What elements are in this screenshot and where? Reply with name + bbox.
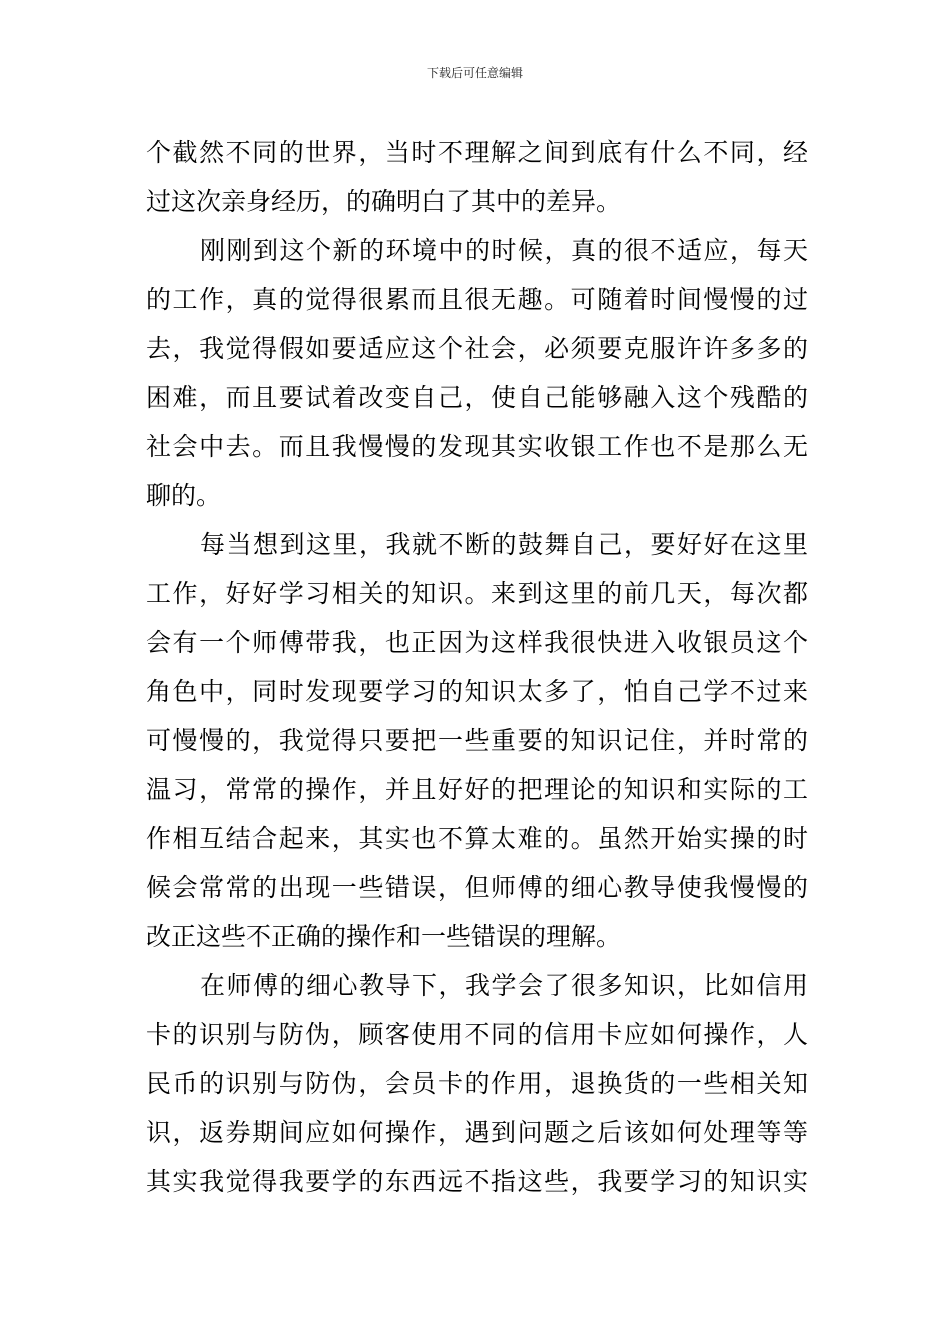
page-header: 下载后可任意编辑 — [426, 66, 523, 80]
text-line: 温习，常常的操作，并且好好的把理论的知识和实际的工 — [146, 775, 808, 804]
text-line: 困难，而且要试着改变自己，使自己能够融入这个残酷的 — [146, 383, 808, 412]
text-line: 社会中去。而且我慢慢的发现其实收银工作也不是那么无 — [146, 432, 808, 461]
text-line: 会有一个师傅带我，也正因为这样我很快进入收银员这个 — [146, 628, 808, 657]
text-line: 改正这些不正确的操作和一些错误的理解。 — [146, 922, 622, 951]
text-line: 其实我觉得我要学的东西远不指这些，我要学习的知识实 — [146, 1167, 808, 1196]
text-line: 民币的识别与防伪，会员卡的作用，退换货的一些相关知 — [146, 1069, 808, 1098]
text-line: 刚刚到这个新的环境中的时候，真的很不适应，每天 — [200, 236, 808, 265]
text-line: 工作，好好学习相关的知识。来到这里的前几天，每次都 — [146, 579, 808, 608]
text-line: 过这次亲身经历，的确明白了其中的差异。 — [146, 187, 622, 216]
paragraph — [146, 226, 808, 520]
text-line: 去，我觉得假如要适应这个社会，必须要克服许许多多的 — [146, 334, 808, 363]
text-line: 可慢慢的，我觉得只要把一些重要的知识记住，并时常的 — [146, 726, 808, 755]
text-line: 在师傅的细心教导下，我学会了很多知识，比如信用 — [200, 971, 808, 1000]
text-line: 个截然不同的世界，当时不理解之间到底有什么不同，经 — [146, 138, 808, 167]
text-line: 候会常常的出现一些错误，但师傅的细心教导使我慢慢的 — [146, 873, 808, 902]
text-line: 作相互结合起来，其实也不算太难的。虽然开始实操的时 — [146, 824, 808, 853]
text-line: 角色中，同时发现要学习的知识太多了，怕自己学不过来 — [146, 677, 808, 706]
paragraph — [146, 520, 808, 961]
text-line: 卡的识别与防伪，顾客使用不同的信用卡应如何操作，人 — [146, 1020, 808, 1049]
paragraph — [146, 128, 808, 226]
text-line: 的工作，真的觉得很累而且很无趣。可随着时间慢慢的过 — [146, 285, 808, 314]
body-text — [146, 128, 808, 1206]
text-line: 聊的。 — [146, 481, 222, 510]
text-line: 识，返券期间应如何操作，遇到问题之后该如何处理等等 — [146, 1118, 808, 1147]
paragraph — [146, 961, 808, 1206]
text-line: 每当想到这里，我就不断的鼓舞自己，要好好在这里 — [200, 530, 808, 559]
